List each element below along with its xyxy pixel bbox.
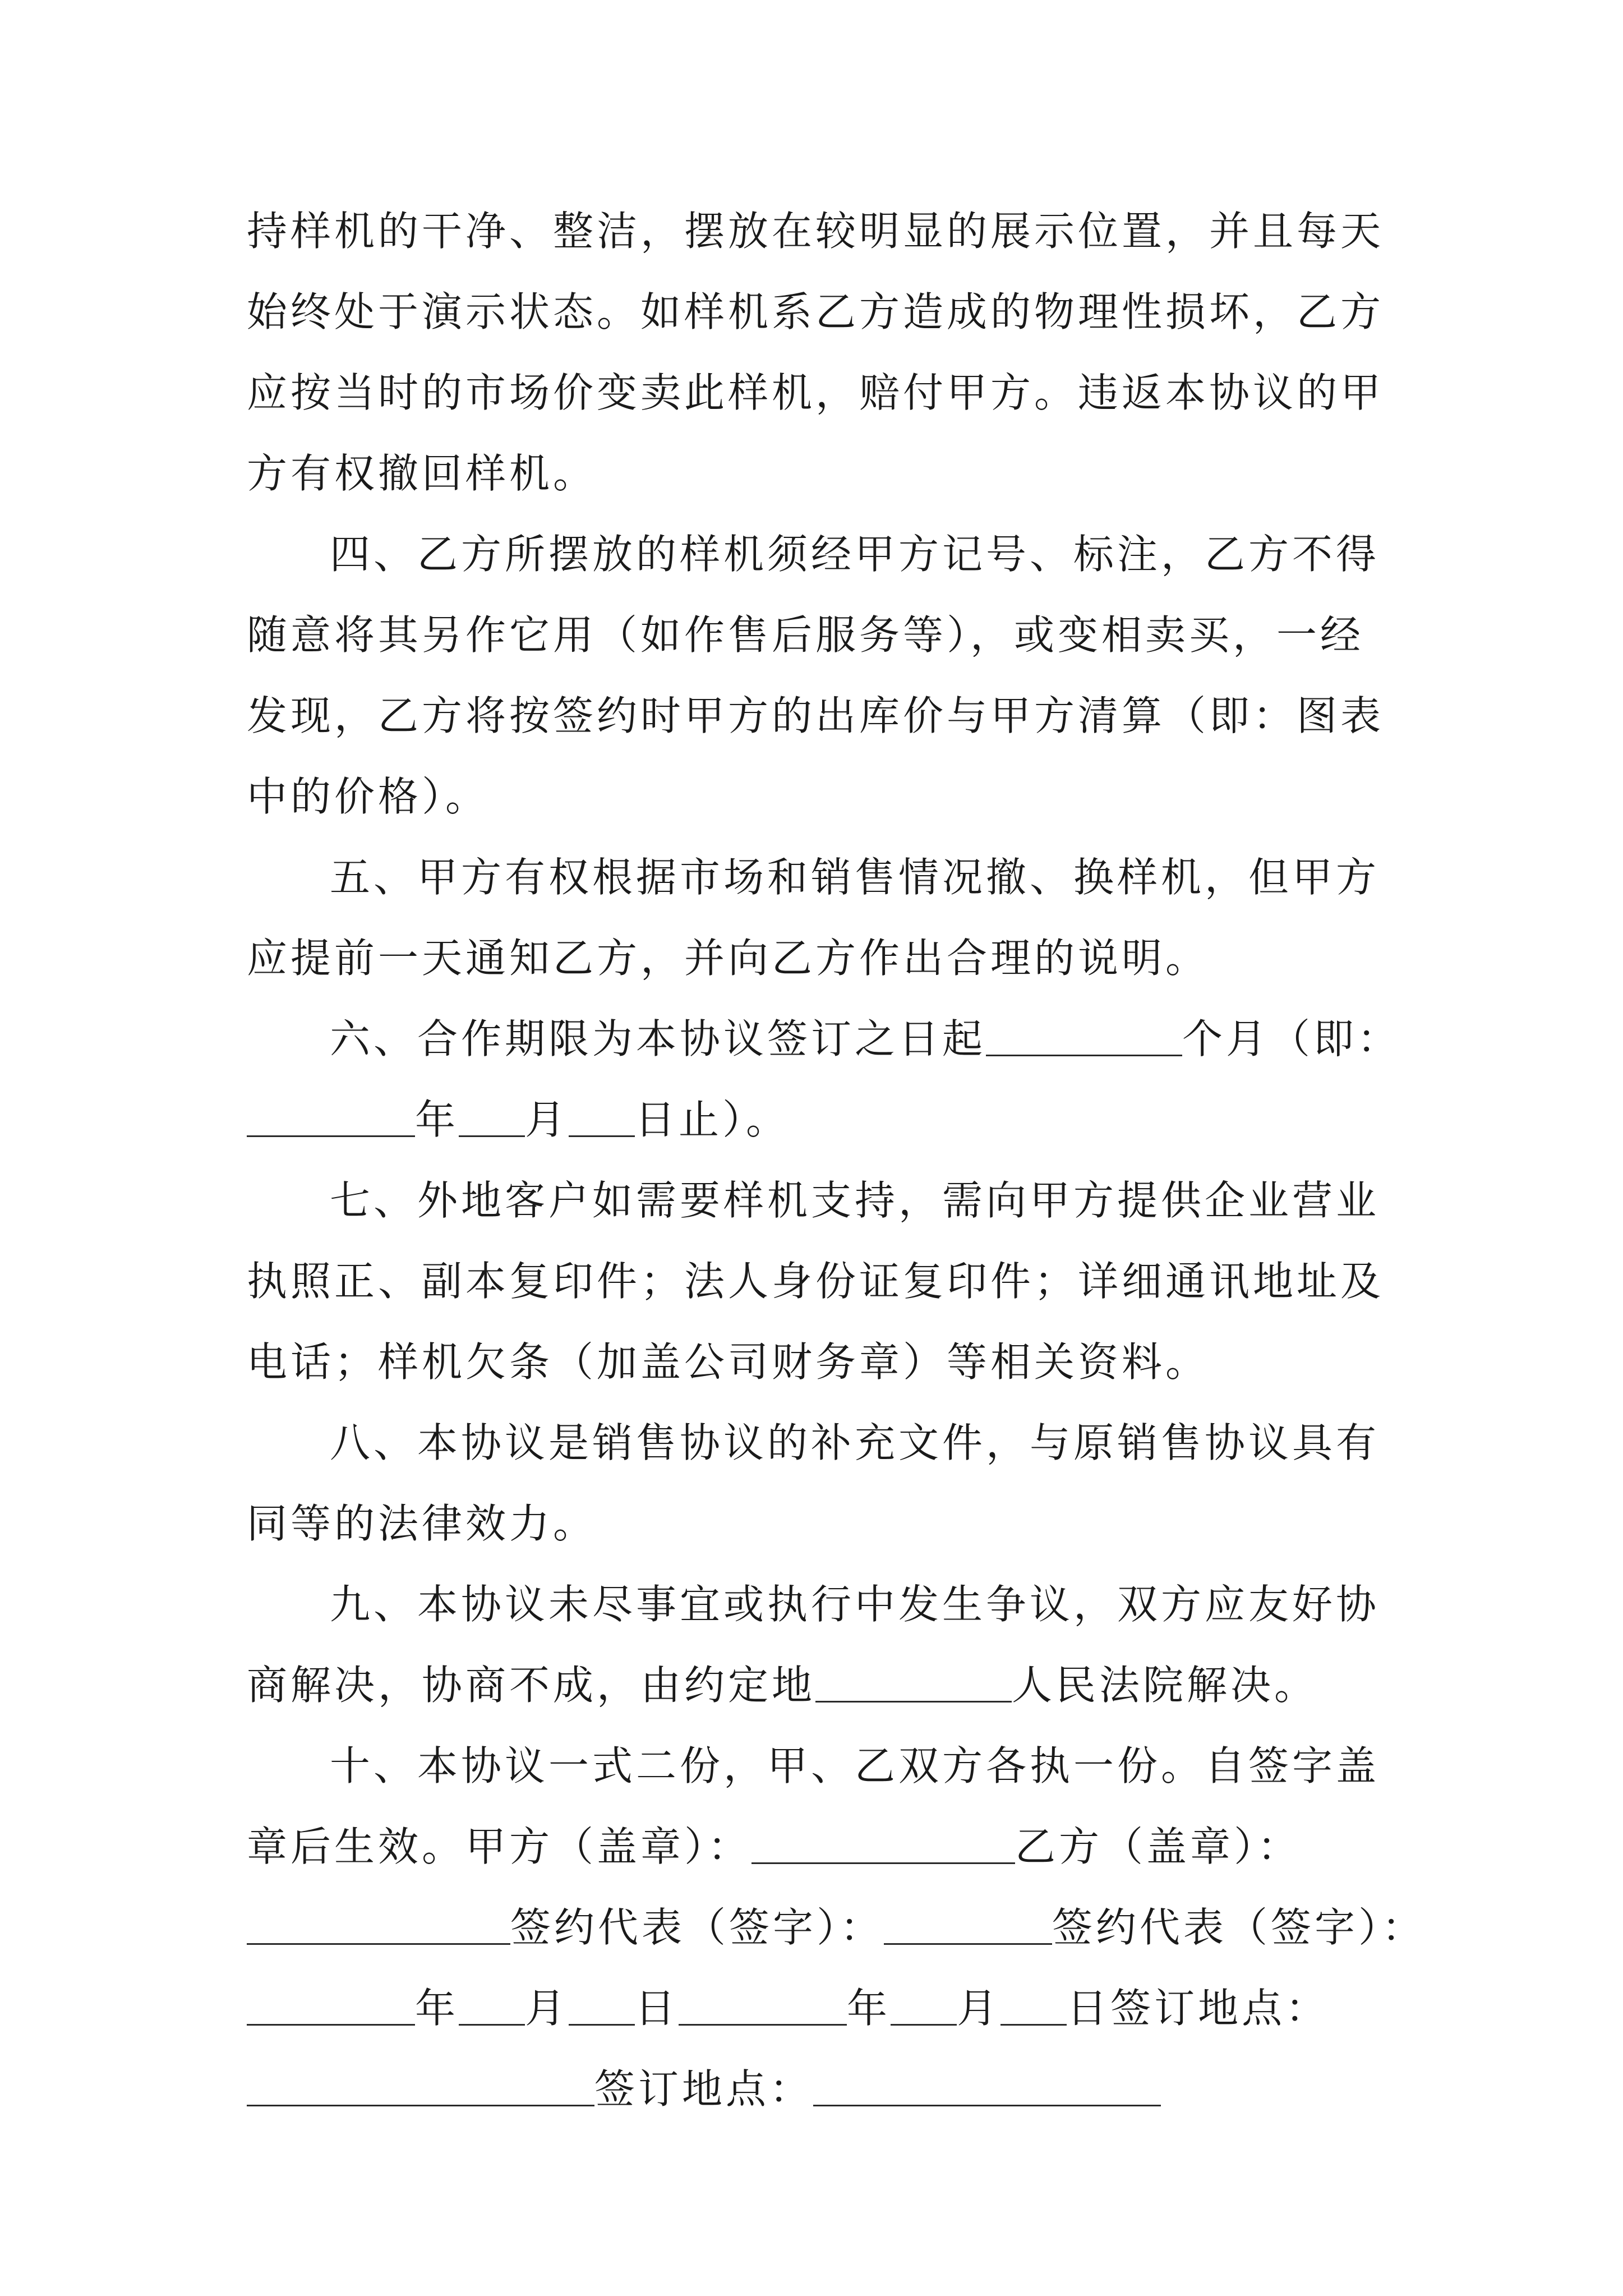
paragraph-line: 方有权撤回样机。 bbox=[247, 450, 597, 497]
clause-4-line: 随意将其另作它用（如作售后服务等），或变相卖买，一经 bbox=[247, 611, 1364, 659]
day-label: 日止）。 bbox=[635, 1096, 790, 1143]
year-label: 年 bbox=[415, 1985, 459, 2032]
party-a-month-blank bbox=[459, 1988, 525, 2026]
month-blank bbox=[459, 1099, 525, 1137]
party-a-seal-blank bbox=[751, 1826, 1015, 1864]
clause-8-line: 同等的法律效力。 bbox=[247, 1500, 597, 1547]
party-b-year-blank bbox=[679, 1988, 847, 2026]
party-a-year-blank bbox=[247, 1988, 415, 2026]
party-a-signing-place-blank bbox=[247, 2069, 594, 2106]
clause-10-line: 十、本协议一式二份，甲、乙双方各执一份。自签字盖 bbox=[330, 1742, 1380, 1789]
clause-4-line: 中的价格）。 bbox=[247, 773, 490, 820]
party-a-seal-label: 章后生效。甲方（盖章）： bbox=[247, 1823, 752, 1870]
paragraph-line: 持样机的干净、整洁，摆放在较明显的展示位置，并且每天 bbox=[247, 208, 1385, 255]
clause-9-line bbox=[247, 1645, 1436, 1726]
clause-8-line: 八、本协议是销售协议的补充文件，与原销售协议具有 bbox=[330, 1419, 1380, 1466]
clause-5-line: 应提前一天通知乙方，并向乙方作出合理的说明。 bbox=[247, 935, 1210, 982]
year-blank bbox=[247, 1099, 415, 1137]
day-blank bbox=[569, 1099, 635, 1137]
clause-5-line: 五、甲方有权根据市场和销售情况撤、换样机，但甲方 bbox=[330, 854, 1380, 901]
clause-9-text: 商解决，协商不成，由约定地 bbox=[247, 1662, 816, 1709]
clause-7-line: 七、外地客户如需要样机支持，需向甲方提供企业营业 bbox=[330, 1177, 1380, 1224]
clause-4-line: 发现，乙方将按签约时甲方的出库价与甲方清算（即：图表 bbox=[247, 692, 1385, 739]
year-label: 年 bbox=[847, 1985, 891, 2032]
month-label: 月 bbox=[957, 1985, 1001, 2032]
party-a-day-blank bbox=[569, 1988, 635, 2026]
party-a-representative-label: 签约代表（签字）： bbox=[510, 1904, 884, 1951]
paragraph-line: 应按当时的市场价变卖此样机，赔付甲方。违返本协议的甲 bbox=[247, 369, 1385, 416]
party-b-month-blank bbox=[891, 1988, 957, 2026]
party-b-signing-place-blank bbox=[813, 2069, 1161, 2106]
party-a-representative-blank bbox=[884, 1907, 1052, 1945]
day-label: 日 bbox=[635, 1985, 679, 2032]
clause-6-text: 六、合作期限为本协议签订之日起 bbox=[330, 1015, 986, 1062]
party-b-seal-label: 乙方（盖章）： bbox=[1015, 1823, 1302, 1870]
clause-6-line bbox=[247, 999, 1436, 1079]
signature-representative-line bbox=[247, 1887, 1436, 1968]
clause-7-line: 执照正、副本复印件；法人身份证复印件；详细通讯地址及 bbox=[247, 1258, 1385, 1305]
clause-6-date-line bbox=[247, 1079, 1436, 1160]
party-b-day-blank bbox=[1000, 1988, 1067, 2026]
year-label: 年 bbox=[415, 1096, 459, 1143]
signing-place-label: 签订地点： bbox=[594, 2065, 814, 2113]
clause-6-text: 个月（即： bbox=[1182, 1015, 1401, 1062]
document-page bbox=[247, 191, 1436, 2129]
paragraph-line: 始终处于演示状态。如样机系乙方造成的物理性损坏，乙方 bbox=[247, 288, 1385, 335]
clause-9-text: 人民法院解决。 bbox=[1012, 1662, 1318, 1709]
signing-place-label: 日签订地点： bbox=[1067, 1985, 1330, 2032]
signature-date-line bbox=[247, 1968, 1436, 2049]
signature-seal-line bbox=[247, 1806, 1436, 1887]
months-blank bbox=[986, 1019, 1182, 1056]
month-label: 月 bbox=[525, 1985, 569, 2032]
month-label: 月 bbox=[525, 1096, 569, 1143]
party-b-representative-label: 签约代表（签字）： bbox=[1052, 1904, 1426, 1951]
clause-4-line: 四、乙方所摆放的样机须经甲方记号、标注，乙方不得 bbox=[330, 531, 1380, 578]
clause-7-line: 电话；样机欠条（加盖公司财务章）等相关资料。 bbox=[247, 1338, 1210, 1386]
clause-9-line: 九、本协议未尽事宜或执行中发生争议，双方应友好协 bbox=[330, 1581, 1380, 1628]
signing-place-line bbox=[247, 2049, 1436, 2129]
court-location-blank bbox=[815, 1665, 1012, 1703]
party-b-seal-blank bbox=[247, 1907, 510, 1945]
